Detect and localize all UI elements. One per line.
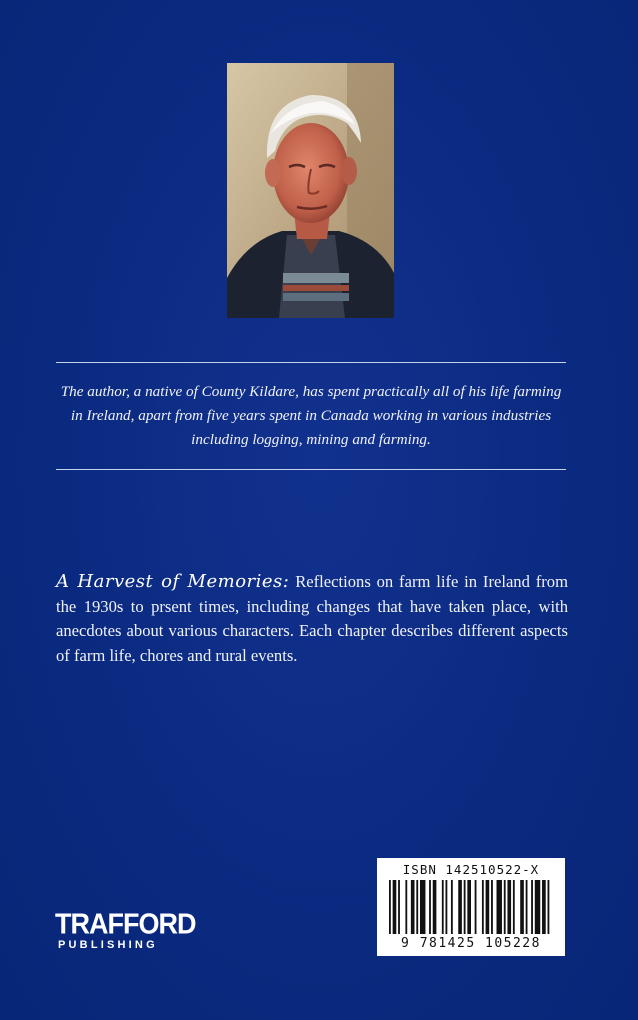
barcode-bar <box>451 880 453 934</box>
barcode-bar <box>548 880 550 934</box>
author-portrait-image <box>227 63 394 318</box>
barcode-bar <box>482 880 484 934</box>
barcode-bar <box>393 880 397 934</box>
barcode-bar <box>416 880 418 934</box>
barcode-bar <box>504 880 506 934</box>
book-title: A Harvest of Memories: <box>56 571 290 592</box>
barcode-bar <box>475 880 477 934</box>
isbn-barcode <box>377 858 565 956</box>
barcode-bar <box>513 880 515 934</box>
barcode-bar <box>497 880 502 934</box>
barcode-bar <box>531 880 533 934</box>
barcode-bar <box>429 880 431 934</box>
barcode-bar <box>405 880 407 934</box>
barcode-bar <box>507 880 511 934</box>
barcode-bar <box>526 880 528 934</box>
barcode-bar <box>542 880 546 934</box>
publisher-subtitle: PUBLISHING <box>58 939 158 951</box>
barcode-bar <box>433 880 437 934</box>
barcode-bar <box>411 880 415 934</box>
divider-top <box>56 362 566 363</box>
barcode-bar <box>420 880 425 934</box>
barcode-bar <box>398 880 400 934</box>
barcode-bar <box>464 880 466 934</box>
barcode-bar <box>486 880 490 934</box>
publisher-logo <box>55 910 200 960</box>
book-blurb <box>56 570 568 668</box>
barcode-bar <box>467 880 471 934</box>
barcode-bar <box>491 880 493 934</box>
barcode-bar <box>442 880 444 934</box>
barcode-bar <box>458 880 462 934</box>
blurb-text: Reflections on farm life in Ireland from the 1930s to prsent times, including changes that have taken place, with anecdotes about various characters. Each chapter describes different aspects of farm life, chores and rural events. <box>56 572 568 665</box>
barcode-bar <box>389 880 391 934</box>
barcode-bar <box>535 880 540 934</box>
ean-digits: 9 781425 105228 <box>401 936 541 951</box>
publisher-name: TRAFFORD <box>55 908 196 940</box>
author-bio: The author, a native of County Kildare, has spent practically all of his life farming in Ireland, apart from five years spent in Canada working in various industries including logging, mining and farming. <box>60 383 562 448</box>
barcode-bars <box>389 880 553 934</box>
divider-bottom <box>56 469 566 470</box>
barcode-bar <box>445 880 447 934</box>
barcode-bar <box>520 880 524 934</box>
author-photo <box>227 63 394 318</box>
isbn-label: ISBN 142510522-X <box>402 862 540 877</box>
